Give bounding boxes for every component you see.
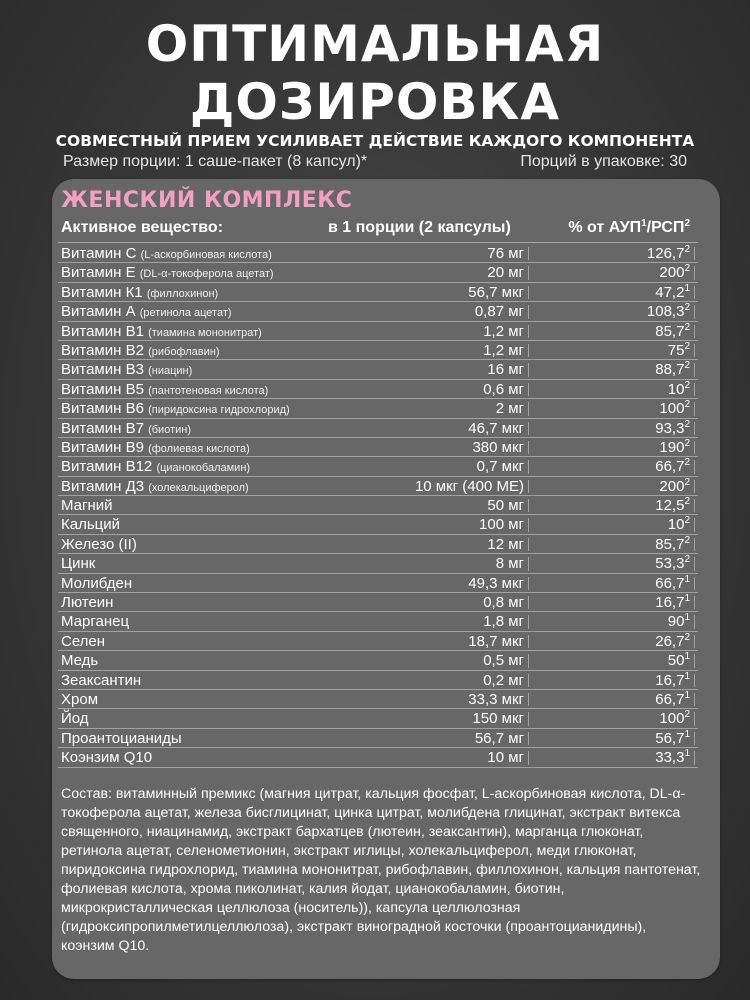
- nutrient-label: Витамин Д3: [61, 477, 145, 495]
- nutrient-percent: [668, 380, 690, 399]
- nutrient-percent: [655, 322, 690, 341]
- percent-value: 56,7: [655, 729, 685, 747]
- nutrient-form: (фолиевая кислота): [148, 442, 250, 455]
- column-header-sup1: 1: [641, 218, 647, 229]
- column-divider: [528, 286, 529, 299]
- percent-footnote: 2: [684, 360, 690, 372]
- column-header-amount: в 1 порции (2 капсулы): [328, 219, 511, 236]
- nutrient-label: Витамин С: [61, 245, 137, 262]
- nutrient-amount: 50 мг: [487, 497, 524, 515]
- nutrient-label: Магний: [61, 497, 113, 515]
- servings-per-pack: Порций в упаковке: 30: [520, 153, 687, 170]
- nutrient-amount: 1,2 мг: [483, 322, 524, 340]
- nutrient-amount: 1,8 мг: [483, 613, 524, 631]
- column-header-percent-slash: /РСП: [646, 219, 685, 236]
- nutrient-percent: [655, 496, 690, 515]
- nutrient-percent: [668, 612, 690, 631]
- table-row: [0, 515, 750, 534]
- nutrient-percent: [647, 244, 690, 263]
- nutrient-percent: [655, 419, 690, 438]
- serving-size: Размер порции: 1 саше-пакет (8 капсул)*: [63, 153, 368, 170]
- nutrient-label: Витамин К1: [61, 283, 143, 301]
- percent-footnote: 1: [684, 689, 690, 701]
- nutrient-label: Витамин В7: [61, 419, 144, 437]
- column-divider: [528, 732, 529, 745]
- column-divider: [694, 538, 695, 551]
- column-header-sup2: 2: [684, 218, 690, 229]
- percent-footnote: 1: [684, 728, 690, 740]
- nutrient-label: Витамин В2: [61, 341, 144, 359]
- column-divider: [528, 499, 529, 512]
- percent-value: 85,7: [655, 535, 685, 553]
- nutrient-label: Марганец: [61, 613, 130, 631]
- column-divider: [694, 557, 695, 570]
- nutrient-amount: 380 мкг: [472, 438, 524, 456]
- column-divider: [694, 266, 695, 279]
- column-divider: [528, 615, 529, 628]
- table-row: [0, 612, 750, 631]
- row-divider: [58, 767, 698, 768]
- column-divider: [528, 344, 529, 357]
- percent-footnote: 2: [684, 340, 690, 352]
- percent-value: 33,3: [655, 749, 685, 767]
- nutrient-label: Йод: [61, 710, 89, 728]
- column-divider: [694, 751, 695, 764]
- percent-value: 100: [659, 400, 685, 418]
- nutrient-table: [0, 244, 750, 768]
- column-divider: [694, 480, 695, 493]
- column-divider: [528, 577, 529, 590]
- column-divider: [528, 383, 529, 396]
- column-divider: [694, 441, 695, 454]
- table-row: [0, 748, 750, 767]
- table-row: [0, 457, 750, 476]
- column-divider: [694, 712, 695, 725]
- percent-value: 88,7: [655, 361, 685, 379]
- column-divider: [528, 518, 529, 531]
- column-divider: [528, 305, 529, 318]
- nutrient-amount: 100 мг: [479, 516, 524, 534]
- column-divider: [694, 732, 695, 745]
- nutrient-form: (цианокобаламин): [156, 462, 251, 475]
- percent-value: 66,7: [655, 690, 685, 708]
- table-row: [0, 709, 750, 728]
- nutrient-amount: 56,7 мкг: [468, 283, 524, 301]
- column-divider: [528, 557, 529, 570]
- nutrient-name: [61, 671, 141, 690]
- nutrient-percent: [659, 263, 690, 282]
- table-row: [0, 477, 750, 496]
- column-divider: [694, 383, 695, 396]
- nutrient-form: (холекальциферол): [148, 481, 249, 494]
- nutrient-label: Витамин Е: [61, 264, 136, 282]
- percent-footnote: 2: [684, 321, 690, 333]
- composition-text: Состав: витаминный премикс (магния цитрат, кальция фосфат, L-аскорбиновая кислота, DL-α-токоферола ацетат, железа бисглицинат, цинка цитрат, молибдена глицинат, экстракт витекса священного, ниацинамид, экстракт бархатцев (лютеин, зеаксантин), марганца глюконат, ретинола ацетат, селенометионин, экстракт иглицы, холекальциферол, меди глюконат, пиридоксина гидрохлорид, тиамина мононитрат, рибофлавин, филлохинон, кальция пантотенат, фолиевая кислота, хрома пиколинат, калия йодат, цианокобаламин, биотин, микрокристаллическая целлюлоза (носитель)), капсула целлюлозная (гидроксипропилметилцеллюлоза), экстракт виноградной косточки (проантоцианидины), коэнзим Q10.: [61, 786, 701, 954]
- table-row: [0, 496, 750, 515]
- nutrient-label: Витамин А: [61, 303, 136, 321]
- nutrient-label: Лютеин: [61, 594, 114, 612]
- nutrient-label: Витамин В12: [61, 458, 153, 476]
- nutrient-percent: [655, 554, 690, 573]
- nutrient-amount: 0,87 мг: [474, 303, 524, 321]
- percent-value: 126,7: [646, 245, 685, 262]
- table-row: [0, 535, 750, 554]
- nutrient-percent: [655, 574, 690, 593]
- percent-footnote: 2: [684, 399, 690, 411]
- nutrient-amount: 16 мг: [487, 361, 524, 379]
- nutrient-name: [61, 593, 113, 612]
- table-row: [0, 322, 750, 341]
- nutrient-amount: 8 мг: [495, 555, 524, 573]
- nutrient-form: (биотин): [148, 423, 191, 436]
- nutrient-percent: [655, 360, 690, 379]
- percent-value: 108,3: [646, 303, 685, 321]
- percent-footnote: 2: [684, 437, 690, 449]
- nutrient-percent: [655, 535, 690, 554]
- percent-footnote: 1: [684, 651, 690, 663]
- percent-value: 90: [667, 613, 685, 631]
- column-divider: [694, 635, 695, 648]
- nutrient-form: (рибофлавин): [148, 345, 220, 358]
- nutrient-percent: [659, 709, 690, 728]
- table-row: [0, 593, 750, 612]
- nutrient-label: Селен: [61, 632, 106, 650]
- column-divider: [528, 635, 529, 648]
- percent-footnote: 1: [684, 573, 690, 585]
- table-row: [0, 632, 750, 651]
- nutrient-percent: [655, 457, 690, 476]
- nutrient-percent: [655, 690, 690, 709]
- percent-footnote: 2: [684, 631, 690, 643]
- percent-value: 12,5: [655, 497, 685, 515]
- complex-title: ЖЕНСКИЙ КОМПЛЕКС: [61, 188, 353, 213]
- table-row: [0, 283, 750, 302]
- column-divider: [528, 712, 529, 725]
- nutrient-form: (тиамина мононитрат): [148, 326, 262, 339]
- header-divider: [58, 242, 698, 243]
- nutrient-percent: [647, 302, 690, 321]
- table-row: [0, 651, 750, 670]
- column-divider: [694, 325, 695, 338]
- table-row: [0, 671, 750, 690]
- table-row: [0, 244, 750, 263]
- subtitle: СОВМЕСТНЫЙ ПРИЕМ УСИЛИВАЕТ ДЕЙСТВИЕ КАЖДОГО КОМПОНЕНТА: [55, 132, 695, 150]
- percent-footnote: 1: [684, 593, 690, 605]
- percent-footnote: 2: [684, 554, 690, 566]
- nutrient-name: [61, 709, 89, 728]
- nutrient-amount: 1,2 мг: [483, 341, 524, 359]
- column-divider: [694, 674, 695, 687]
- nutrient-form: (филлохинон): [146, 287, 219, 300]
- percent-footnote: 2: [684, 709, 690, 721]
- percent-footnote: 2: [684, 418, 690, 430]
- table-row: [0, 574, 750, 593]
- percent-footnote: 2: [684, 263, 690, 275]
- column-divider: [528, 480, 529, 493]
- nutrient-amount: 33,3 мкг: [468, 690, 524, 708]
- nutrient-form: (пантотеновая кислота): [148, 384, 269, 397]
- column-divider: [528, 266, 529, 279]
- column-divider: [694, 654, 695, 667]
- page-title-line1: ОПТИМАЛЬНАЯ: [145, 15, 605, 73]
- column-divider: [694, 247, 695, 260]
- nutrient-label: Витамин В9: [61, 438, 144, 456]
- nutrient-percent: [655, 748, 690, 767]
- column-divider: [528, 596, 529, 609]
- table-row: [0, 399, 750, 418]
- percent-value: 47,2: [655, 283, 685, 301]
- percent-footnote: 2: [684, 515, 690, 527]
- percent-footnote: 2: [684, 534, 690, 546]
- table-row: [0, 690, 750, 709]
- nutrient-percent: [655, 729, 690, 748]
- nutrient-amount: 18,7 мкг: [468, 632, 524, 650]
- column-divider: [528, 402, 529, 415]
- nutrient-label: Коэнзим Q10: [61, 749, 153, 767]
- nutrient-name: [61, 554, 95, 573]
- nutrient-amount: 0,8 мг: [483, 594, 524, 612]
- column-header-substance: Активное вещество:: [61, 219, 224, 236]
- percent-footnote: 2: [684, 379, 690, 391]
- nutrient-amount: 0,7 мкг: [476, 458, 524, 476]
- nutrient-form: (L-аскорбиновая кислота): [140, 249, 272, 261]
- column-divider: [694, 305, 695, 318]
- column-divider: [528, 247, 529, 260]
- column-divider: [694, 577, 695, 590]
- column-divider: [528, 751, 529, 764]
- nutrient-label: Цинк: [61, 555, 96, 573]
- nutrient-amount: 46,7 мкг: [468, 419, 524, 437]
- table-row: [0, 341, 750, 360]
- nutrient-name: [61, 515, 120, 534]
- nutrient-amount: 12 мг: [487, 535, 524, 553]
- column-divider: [694, 344, 695, 357]
- nutrient-percent: [659, 399, 690, 418]
- nutrient-label: Витамин В5: [61, 380, 144, 398]
- nutrient-percent: [655, 283, 690, 302]
- percent-value: 10: [667, 516, 685, 534]
- percent-value: 75: [667, 341, 685, 359]
- nutrient-percent: [655, 593, 690, 612]
- column-header-percent: [568, 216, 690, 240]
- percent-footnote: 1: [684, 612, 690, 624]
- table-row: [0, 554, 750, 573]
- nutrient-percent: [659, 438, 690, 457]
- table-row: [0, 360, 750, 379]
- nutrient-name: [61, 496, 113, 515]
- nutrient-percent: [659, 477, 690, 496]
- percent-value: 85,7: [655, 322, 685, 340]
- percent-value: 100: [659, 710, 685, 728]
- nutrient-percent: [655, 671, 690, 690]
- nutrient-name: [61, 535, 137, 554]
- column-divider: [528, 538, 529, 551]
- nutrient-amount: 0,6 мг: [483, 380, 524, 398]
- table-row: [0, 438, 750, 457]
- nutrient-label: Хром: [61, 690, 99, 708]
- percent-footnote: 1: [684, 282, 690, 294]
- column-divider: [528, 654, 529, 667]
- column-divider: [528, 441, 529, 454]
- nutrient-label: Железо (II): [61, 535, 137, 553]
- table-row: [0, 302, 750, 321]
- nutrient-amount: 10 мкг (400 МЕ): [414, 477, 524, 495]
- nutrient-form: (ретинола ацетат): [139, 307, 232, 320]
- nutrient-form: (пиридоксина гидрохлорид): [148, 404, 290, 417]
- nutrient-name: [61, 651, 98, 670]
- nutrient-label: Проантоцианиды: [61, 729, 182, 747]
- nutrient-amount: 76 мг: [487, 245, 524, 262]
- percent-footnote: 2: [684, 476, 690, 488]
- nutrient-percent: [655, 632, 690, 651]
- column-divider: [694, 693, 695, 706]
- nutrient-amount: 0,2 мг: [483, 671, 524, 689]
- nutrient-form: (DL-α-токоферола ацетат): [139, 268, 274, 281]
- table-row: [0, 380, 750, 399]
- nutrient-percent: [668, 341, 690, 360]
- column-divider: [694, 286, 695, 299]
- column-divider: [694, 499, 695, 512]
- percent-footnote: 2: [684, 496, 690, 508]
- nutrient-amount: 49,3 мкг: [468, 574, 524, 592]
- percent-footnote: 1: [684, 748, 690, 760]
- nutrient-label: Витамин В3: [61, 361, 144, 379]
- column-divider: [694, 460, 695, 473]
- page-title-line2: ДОЗИРОВКА: [189, 73, 561, 131]
- column-divider: [528, 460, 529, 473]
- column-divider: [694, 402, 695, 415]
- percent-footnote: 1: [684, 670, 690, 682]
- percent-value: 10: [667, 380, 685, 398]
- percent-value: 66,7: [655, 458, 685, 476]
- nutrient-name: [61, 690, 98, 709]
- column-divider: [528, 693, 529, 706]
- nutrient-name: [61, 748, 152, 767]
- nutrient-amount: 56,7 мг: [474, 729, 524, 747]
- percent-value: 16,7: [655, 671, 685, 689]
- column-divider: [528, 674, 529, 687]
- table-row: [0, 419, 750, 438]
- column-divider: [694, 615, 695, 628]
- nutrient-percent: [668, 515, 690, 534]
- table-row: [0, 729, 750, 748]
- nutrient-label: Витамин В1: [61, 322, 144, 340]
- column-divider: [528, 363, 529, 376]
- nutrient-amount: 20 мг: [487, 264, 524, 282]
- percent-value: 26,7: [655, 632, 685, 650]
- percent-value: 66,7: [655, 574, 685, 592]
- column-divider: [694, 518, 695, 531]
- nutrient-amount: 10 мг: [487, 749, 524, 767]
- percent-value: 93,3: [655, 419, 685, 437]
- nutrient-label: Медь: [61, 652, 99, 670]
- nutrient-label: Зеаксантин: [61, 671, 142, 689]
- percent-value: 53,3: [655, 555, 685, 573]
- percent-value: 16,7: [655, 594, 685, 612]
- nutrient-label: Молибден: [61, 574, 133, 592]
- nutrient-amount: 150 мкг: [472, 710, 524, 728]
- nutrient-form: (ниацин): [148, 365, 193, 378]
- percent-value: 200: [659, 264, 685, 282]
- column-divider: [528, 422, 529, 435]
- nutrient-amount: 2 мг: [495, 400, 524, 418]
- percent-footnote: 2: [684, 457, 690, 469]
- nutrient-name: [61, 729, 182, 748]
- column-divider: [694, 422, 695, 435]
- column-divider: [528, 325, 529, 338]
- percent-footnote: 2: [684, 302, 690, 314]
- nutrient-name: [61, 574, 132, 593]
- nutrient-label: Кальций: [61, 516, 120, 534]
- column-header-percent-text: % от АУП: [568, 219, 642, 236]
- percent-value: 50: [667, 652, 685, 670]
- column-divider: [694, 363, 695, 376]
- percent-footnote: 2: [684, 244, 690, 255]
- percent-value: 200: [659, 477, 685, 495]
- column-divider: [694, 596, 695, 609]
- table-row: [0, 263, 750, 282]
- percent-value: 190: [659, 438, 685, 456]
- nutrient-name: [61, 632, 105, 651]
- nutrient-label: Витамин В6: [61, 400, 144, 418]
- nutrient-name: [61, 612, 129, 631]
- nutrient-percent: [668, 651, 690, 670]
- nutrient-amount: 0,5 мг: [483, 652, 524, 670]
